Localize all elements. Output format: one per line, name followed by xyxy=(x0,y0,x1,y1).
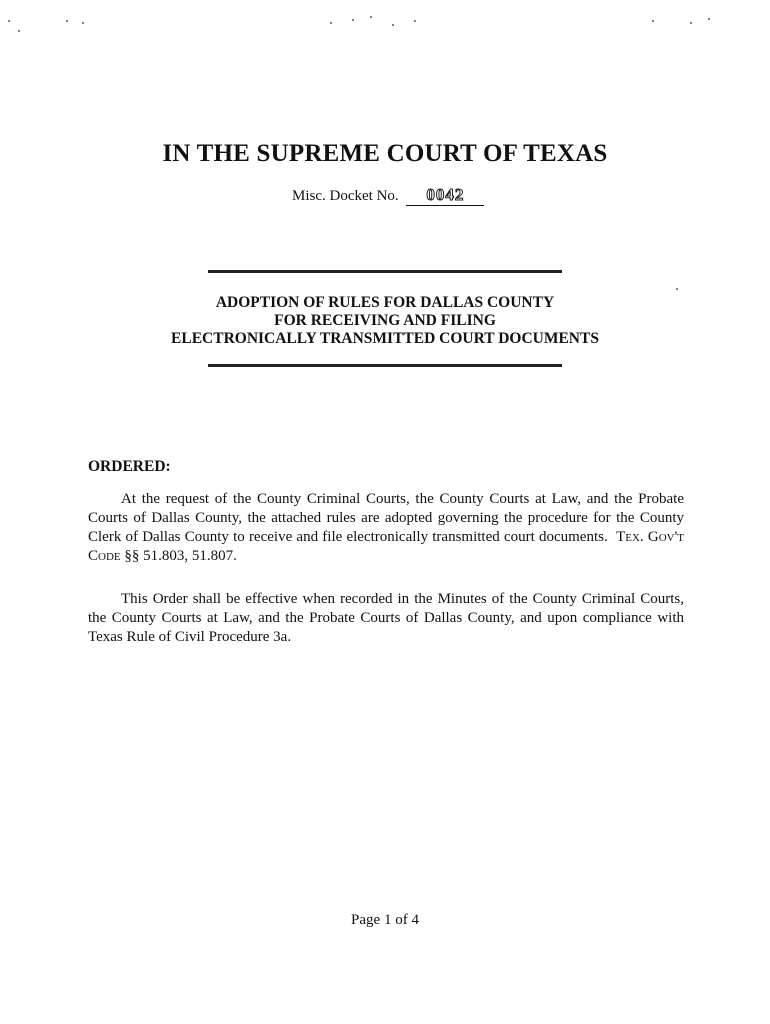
page-number: Page 1 of 4 xyxy=(351,912,419,928)
docket-number: 0042 xyxy=(406,185,484,206)
docket-label: Misc. Docket No. xyxy=(292,188,399,204)
heading-rule-bottom xyxy=(208,364,562,367)
court-title: IN THE SUPREME COURT OF TEXAS xyxy=(162,140,608,167)
paragraph-1 xyxy=(88,490,684,566)
statute-sections: §§ 51.803, 51.807. xyxy=(124,548,237,564)
order-heading xyxy=(0,294,770,348)
ordered-label: ORDERED: xyxy=(88,458,171,475)
heading-rule-top xyxy=(208,270,562,273)
statute-citation: Tex. Gov't Code xyxy=(88,529,685,564)
heading-line-3: ELECTRONICALLY TRANSMITTED COURT DOCUMENTS xyxy=(171,330,599,347)
heading-line-1: ADOPTION OF RULES FOR DALLAS COUNTY xyxy=(215,294,555,311)
heading-line-2: FOR RECEIVING AND FILING xyxy=(274,312,496,329)
docket-line xyxy=(292,185,484,206)
paragraph-2: This Order shall be effective when recorded in the Minutes of the County Criminal Courts, the County Courts at Law, and the Probate Courts of Dallas County, and upon compliance with Texas Rule of Civil Procedure 3a. xyxy=(88,591,684,645)
paragraph-1-text: At the request of the County Criminal Courts, the County Courts at Law, and the Probate Courts of Dallas County, the attached rules are adopted governing the procedure for the County Clerk of Dallas County to receive and file electronically transmitted court documents. xyxy=(88,491,684,545)
